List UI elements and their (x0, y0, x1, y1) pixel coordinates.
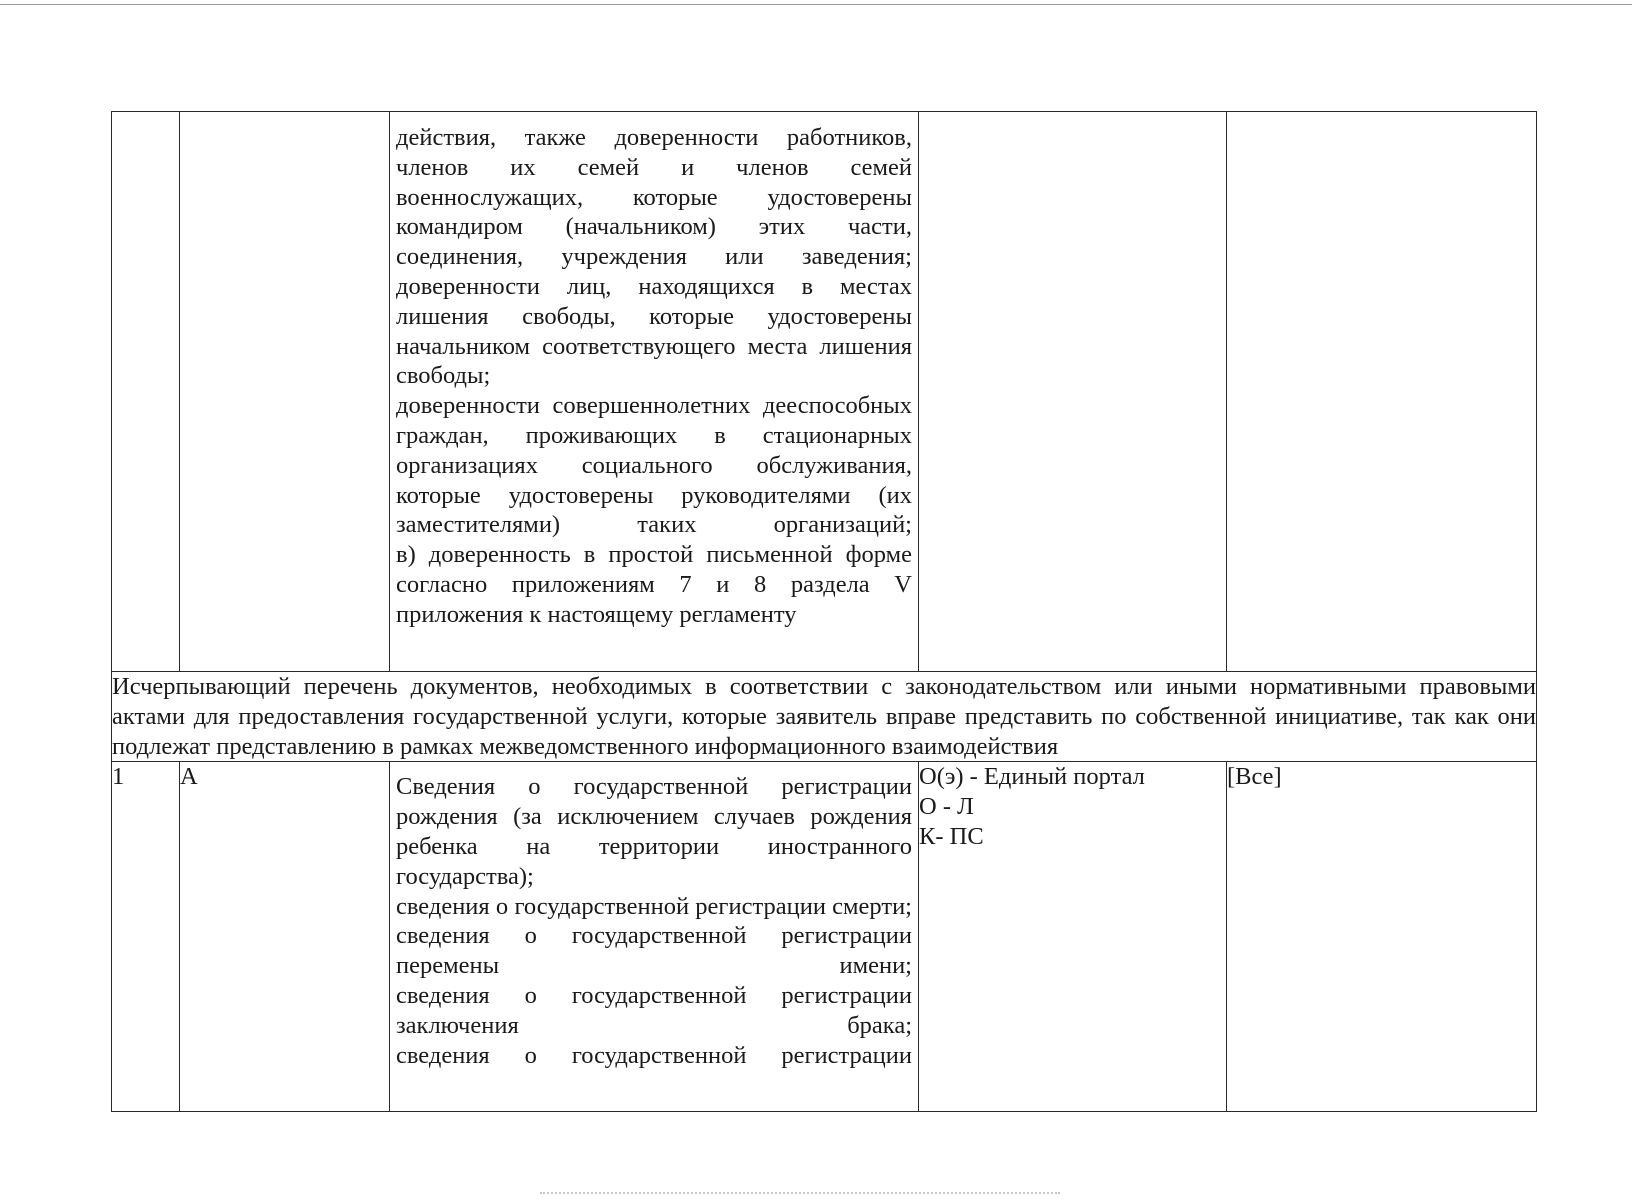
description-paragraph: в) доверенность в простой письменной форме согласно приложениям 7 и 8 раздела V приложения к настоящему регламенту (396, 541, 912, 628)
channel-line: О(э) - Единый портал (919, 763, 1145, 791)
description-paragraph: действия, также доверенности работников, членов их семей и членов семей военнослужащих, которые удостоверены командиром (начальником) этих части, соединения, учреждения или заведения; (396, 124, 912, 271)
row-code: А (180, 762, 390, 1112)
section-heading-row (112, 672, 1537, 762)
table-row (112, 762, 1537, 1112)
document-description-cell (390, 762, 919, 1112)
channel-line: О - Л (919, 793, 974, 821)
description-paragraph: сведения о государственной регистрации перемены имени; (396, 922, 912, 980)
scope-cell (1227, 112, 1537, 672)
description-paragraph: доверенности совершеннолетних дееспособных граждан, проживающих в стационарных организациях социального обслуживания, которые удостоверены руководителями (их заместителями) таких организаций; (396, 392, 912, 539)
documents-table (111, 111, 1537, 1112)
description-paragraph: сведения о государственной регистрации (396, 1041, 912, 1069)
scan-edge-line (0, 4, 1632, 5)
section-heading-cell (112, 672, 1537, 762)
description-paragraph: доверенности лиц, находящихся в местах лишения свободы, которые удостоверены начальником соответствующего места лишения свободы; (396, 272, 912, 390)
scan-artifact (540, 1192, 1060, 1194)
scope-cell: [Все] (1227, 762, 1537, 1112)
channels-cell (919, 762, 1227, 1112)
description-paragraph: сведения о государственной регистрации смерти; (396, 892, 912, 920)
description-paragraph: сведения о государственной регистрации заключения брака; (396, 981, 912, 1039)
description-paragraph: Сведения о государственной регистрации рождения (за исключением случаев рождения ребенка на территории иностранного государства); (396, 773, 912, 890)
document-description-cell (390, 112, 919, 672)
code-cell (180, 112, 390, 672)
number-cell (112, 112, 180, 672)
section-heading: Исчерпывающий перечень документов, необходимых в соответствии с законодательством или иными нормативными правовыми актами для предоставления государственной услуги, которые заявитель вправе представить по собственной инициативе, так как они подлежат представлению в рамках межведомственного информационного взаимодействия (112, 673, 1536, 760)
channel-line: К- ПС (919, 822, 984, 850)
channels-cell (919, 112, 1227, 672)
table-row-continuation (112, 112, 1537, 672)
row-number: 1 (112, 762, 180, 1112)
